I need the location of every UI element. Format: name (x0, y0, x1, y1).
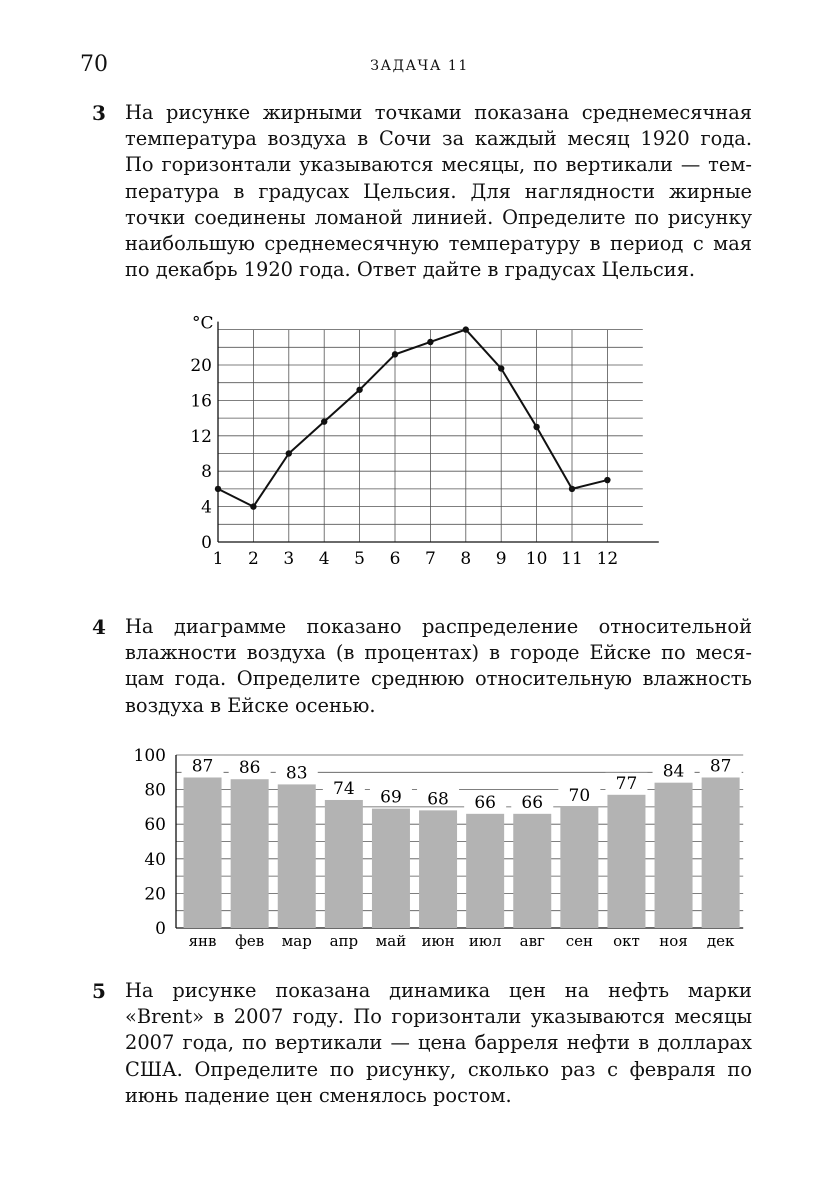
data-point (392, 351, 398, 357)
bar-value-label: 69 (380, 787, 402, 808)
x-category-label: янв (188, 932, 217, 950)
bar-value-label: 74 (333, 778, 355, 799)
x-tick-label: 11 (561, 549, 583, 569)
y-tick-label: 100 (133, 746, 166, 766)
y-axis-unit-label: °C (192, 313, 214, 334)
data-point (250, 503, 256, 509)
y-tick-label: 8 (201, 462, 212, 483)
bar-value-label: 70 (568, 785, 591, 806)
y-tick-label: 0 (201, 533, 212, 553)
text-line: По горизонтали указываются месяцы, по вертикали — тем- (125, 153, 752, 177)
x-tick-label: 5 (354, 549, 366, 569)
data-point (498, 365, 504, 371)
data-point (463, 326, 469, 332)
bar-value-label: 86 (238, 758, 261, 779)
y-tick-label: 0 (155, 919, 166, 939)
x-category-label: апр (329, 932, 359, 950)
y-tick-label: 80 (144, 780, 166, 801)
y-tick-label: 60 (144, 815, 166, 836)
text-line: «Brent» в 2007 году. По горизонтали указываются месяцы (125, 1005, 752, 1029)
x-category-label: авг (519, 932, 545, 950)
text-line: наибольшую среднемесячную температуру в период с мая (125, 232, 752, 256)
problem-number: 5 (92, 979, 106, 1003)
x-tick-label: 3 (283, 549, 295, 569)
text-line: На диаграмме показано распределение относительной (125, 615, 752, 638)
x-category-label: мар (281, 932, 312, 950)
bar (419, 810, 457, 928)
temperature-line-chart (180, 305, 660, 580)
text-line: На рисунке жирными точками показана среднемесячная (125, 101, 752, 124)
problem-text (125, 614, 752, 719)
bar (325, 800, 363, 928)
data-point (321, 418, 327, 424)
x-category-label: июн (421, 932, 455, 950)
data-point (604, 477, 610, 483)
x-tick-label: 10 (525, 549, 548, 569)
data-point (533, 424, 539, 430)
x-tick-label: 2 (247, 549, 259, 569)
text-line: влажности воздуха (в процентах) в городе Ейске по меся- (125, 641, 752, 665)
bar (513, 814, 551, 928)
bar-value-label: 84 (662, 761, 685, 782)
y-tick-label: 40 (144, 849, 166, 870)
page-number: 70 (80, 52, 108, 77)
problem-text (125, 100, 752, 283)
x-tick-label: 1 (212, 549, 224, 569)
y-tick-label: 20 (144, 884, 166, 905)
problem-5 (92, 978, 752, 1109)
text-line: США. Определите по рисунку, сколько раз с февраля по (125, 1057, 752, 1081)
bar-value-label: 87 (709, 756, 732, 777)
bar (466, 814, 504, 928)
y-tick-label: 12 (190, 426, 212, 447)
x-category-label: ноя (659, 932, 688, 950)
bar (278, 784, 316, 928)
bar-value-label: 66 (521, 792, 544, 813)
x-tick-label: 12 (596, 549, 619, 569)
problem-number: 3 (92, 101, 106, 125)
problem-number: 4 (92, 615, 106, 639)
x-tick-label: 7 (424, 549, 436, 569)
data-point (286, 450, 292, 456)
x-tick-label: 6 (389, 549, 401, 569)
bar-value-label: 66 (474, 792, 496, 813)
bar (231, 779, 269, 928)
bar-value-label: 87 (191, 756, 214, 777)
text-line: воздуха в Ейске осенью. (125, 693, 376, 717)
problem-3 (92, 100, 752, 283)
text-line: температура воздуха в Сочи за каждый месяц 1920 года. (125, 127, 752, 151)
humidity-bar-chart (120, 738, 760, 958)
bar (702, 777, 740, 928)
bar-value-label: 77 (615, 773, 638, 794)
x-category-label: июл (468, 932, 502, 950)
data-point (427, 339, 433, 345)
text-line: цам года. Определите среднюю относительную влажность (125, 667, 752, 691)
problem-4 (92, 614, 752, 719)
y-tick-label: 20 (190, 356, 212, 376)
text-line: точки соединены ломаной линией. Определите по рисунку (125, 205, 752, 229)
bar-value-label: 83 (285, 763, 308, 784)
x-category-label: сен (565, 932, 593, 950)
bar (560, 807, 598, 928)
x-tick-label: 8 (460, 549, 472, 569)
bar (607, 795, 645, 928)
data-point (215, 486, 221, 492)
text-line: На рисунке показана динамика цен на нефть марки (125, 979, 752, 1002)
data-point (569, 486, 575, 492)
y-tick-label: 16 (190, 391, 212, 412)
y-tick-label: 4 (201, 497, 212, 518)
bar (184, 777, 222, 928)
running-title: ЗАДАЧА 11 (370, 58, 469, 74)
x-category-label: дек (706, 932, 735, 950)
bar (372, 809, 410, 928)
problem-text (125, 978, 752, 1109)
bar (655, 783, 693, 928)
bar-value-label: 68 (427, 789, 449, 810)
data-point (356, 387, 362, 393)
x-tick-label: 9 (495, 549, 507, 569)
x-tick-label: 4 (318, 549, 330, 569)
text-line: 2007 года, по вертикали — цена барреля нефти в долларах (125, 1031, 752, 1055)
text-line: июнь падение цен сменялось ростом. (125, 1083, 512, 1107)
x-category-label: фев (235, 932, 265, 950)
x-category-label: окт (613, 932, 640, 950)
text-line: пература в градусах Цельсия. Для наглядности жирные (125, 179, 752, 203)
x-category-label: май (375, 932, 407, 950)
text-line: по декабрь 1920 года. Ответ дайте в градусах Цельсия. (125, 258, 696, 282)
